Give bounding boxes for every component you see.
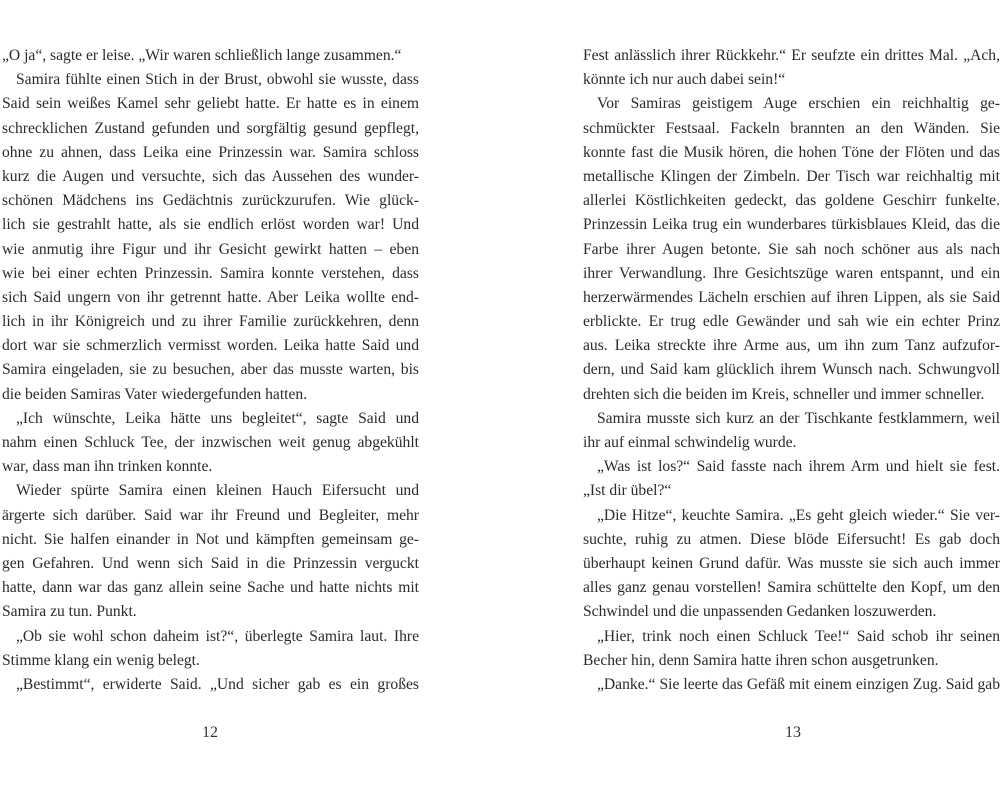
right-page-text-line: allerlei Köstlichkeiten gedeckt, das goldene Geschirr funkelte.	[583, 192, 1000, 210]
right-page-text	[583, 44, 1000, 693]
left-page-text-line: ohne zu ahnen, dass Leika eine Prinzessin war. Samira schloss	[2, 143, 419, 161]
left-page-text	[2, 44, 419, 693]
left-page-text-line: „Bestimmt“, erwiderte Said. „Und sicher gab es ein großes	[16, 675, 419, 693]
left-page-text-line: „Ob sie wohl schon daheim ist?“, überlegte Samira laut. Ihre	[16, 627, 419, 645]
right-page-text-line: könnte ich nur auch dabei sein!“	[583, 71, 786, 89]
left-page-text-line: Said sein weißes Kamel sehr geliebt hatte. Er hatte es in einem	[2, 95, 419, 113]
right-page-text-line: alles ganz genau vorstellen! Samira schüttelte den Kopf, um den	[583, 579, 1000, 597]
right-page-text-line: Samira musste sich kurz an der Tischkante festklammern, weil	[597, 409, 1000, 427]
right-page-text-line: „Die Hitze“, keuchte Samira. „Es geht gleich wieder.“ Sie ver-	[597, 506, 1000, 524]
right-page-text-line: aus. Leika streckte ihre Arme aus, um ihn zum Tanz aufzufor-	[583, 337, 1000, 355]
right-page-text-line: konnte fast die Musik hören, die hohen Töne der Flöten und das	[583, 143, 1000, 161]
left-page-text-line: Samira eingeladen, sie zu besuchen, aber das musste warten, bis	[2, 361, 419, 379]
left-page-text-line: Wieder spürte Samira einen kleinen Hauch Eifersucht und	[16, 482, 419, 500]
right-page-text-line: Farbe ihrer Augen betonte. Sie sah noch schöner aus als nach	[583, 240, 1000, 258]
right-page-text-line: Fest anlässlich ihrer Rückkehr.“ Er seufzte ein drittes Mal. „Ach,	[583, 47, 1000, 64]
right-page-text-line: „Ist dir übel?“	[583, 482, 672, 500]
right-page-text-line: Prinzessin Leika trug ein wunderbares türkisblaues Kleid, das die	[583, 216, 1000, 234]
right-page-text-line: ihr auf einmal schwindelig wurde.	[583, 434, 797, 451]
right-page-text-line: schmückter Festsaal. Fackeln brannten an den Wänden. Sie	[583, 119, 1000, 137]
left-page-text-line: wie anmutig ihre Figur und ihr Gesicht gewirkt hatten – eben	[2, 240, 419, 258]
right-page-text-line: dern, und Said kam glücklich ihrem Wunsch nach. Schwungvoll	[583, 361, 1000, 379]
left-page-text-line: Samira fühlte einen Stich in der Brust, obwohl sie wusste, dass	[16, 71, 419, 89]
right-page-number: 13	[785, 724, 801, 741]
left-page-text-line: war, dass man ihn trinken konnte.	[2, 458, 213, 476]
right-page-text-line: drehten sich die beiden im Kreis, schneller und immer schneller.	[583, 385, 985, 403]
left-page-text-line: Stimme klang ein wenig belegt.	[2, 651, 200, 669]
right-page-text-line: ihrer Verwandlung. Ihre Gesichtszüge waren entspannt, und ein	[583, 264, 1000, 282]
right-page-text-line: Schwindel und die unpassenden Gedanken loszuwerden.	[583, 603, 937, 621]
right-page-text-line: Vor Samiras geistigem Auge erschien ein reichhaltig ge-	[597, 95, 1000, 113]
left-page-text-line: die beiden Samiras Vater wiedergefunden hatten.	[2, 385, 308, 403]
right-page-text-line: erblickte. Er trug edle Gewänder und sah wie ein echter Prinz	[583, 313, 1000, 331]
left-page-text-line: „O ja“, sagte er leise. „Wir waren schließlich lange zusammen.“	[2, 47, 402, 64]
left-page-text-line: schönen Mädchens ins Gedächtnis zurückzurufen. Wie glück-	[2, 192, 419, 210]
right-page-text-line: metallische Klingen der Zimbeln. Der Tisch war reichhaltig mit	[583, 167, 1000, 185]
left-page-text-line: lich in ihr Königreich und zu ihrer Familie zurückkehren, denn	[2, 313, 419, 331]
right-page-text-line: „Was ist los?“ Said fasste nach ihrem Arm und hielt sie fest.	[597, 458, 1000, 476]
left-page-text-line: nahm einen Schluck Tee, der inzwischen weit genug abgekühlt	[2, 434, 419, 451]
left-page-text-line: gen Gefahren. Und wenn sich Said in die Prinzessin verguckt	[2, 554, 419, 572]
left-page-text-line: sich Said ungern von ihr getrennt hatte. Aber Leika wollte end-	[2, 288, 419, 306]
left-page-text-line: wie bei einer echten Prinzessin. Samira konnte verstehen, dass	[2, 264, 419, 282]
right-page-text-line: überhaupt keinen Grund dafür. Was musste sie sich auch immer	[583, 554, 1000, 572]
right-page-text-line: „Hier, trink noch einen Schluck Tee!“ Said schob ihr seinen	[597, 627, 1000, 645]
left-page-text-line: kurz die Augen und versuchte, sich das Aussehen des wunder-	[2, 167, 419, 185]
left-page-text-line: schrecklichen Zustand gefunden und sorgfältig gesund gepflegt,	[2, 119, 419, 137]
left-page-text-line: ärgerte sich darüber. Said war ihr Freund und Begleiter, mehr	[2, 506, 419, 524]
left-page-text-line: Samira zu tun. Punkt.	[2, 603, 137, 621]
left-page-text-line: lich sie gestrahlt hatte, als sie endlich erlöst worden war! Und	[2, 216, 419, 234]
left-page-number: 12	[202, 724, 218, 741]
left-page-text-line: dort war sie schmerzlich vermisst worden. Leika hatte Said und	[2, 337, 419, 355]
right-page-text-line: Becher hin, denn Samira hatte ihren schon ausgetrunken.	[583, 651, 939, 669]
left-page-text-line: hatte, dann war das ganz allein seine Sache und hatte nichts mit	[2, 579, 419, 597]
left-page-text-line: nicht. Sie halfen einander in Not und kämpften gemeinsam ge-	[2, 530, 419, 548]
right-page-text-line: herzerwärmendes Lächeln erschien auf ihren Lippen, als sie Said	[583, 288, 1000, 306]
left-page-text-line: „Ich wünschte, Leika hätte uns begleitet“, sagte Said und	[16, 409, 419, 427]
right-page-text-line: suchte, ruhig zu atmen. Diese blöde Eifersucht! Es gab doch	[583, 530, 1000, 548]
right-page-text-line: „Danke.“ Sie leerte das Gefäß mit einem einzigen Zug. Said gab	[597, 675, 1000, 693]
